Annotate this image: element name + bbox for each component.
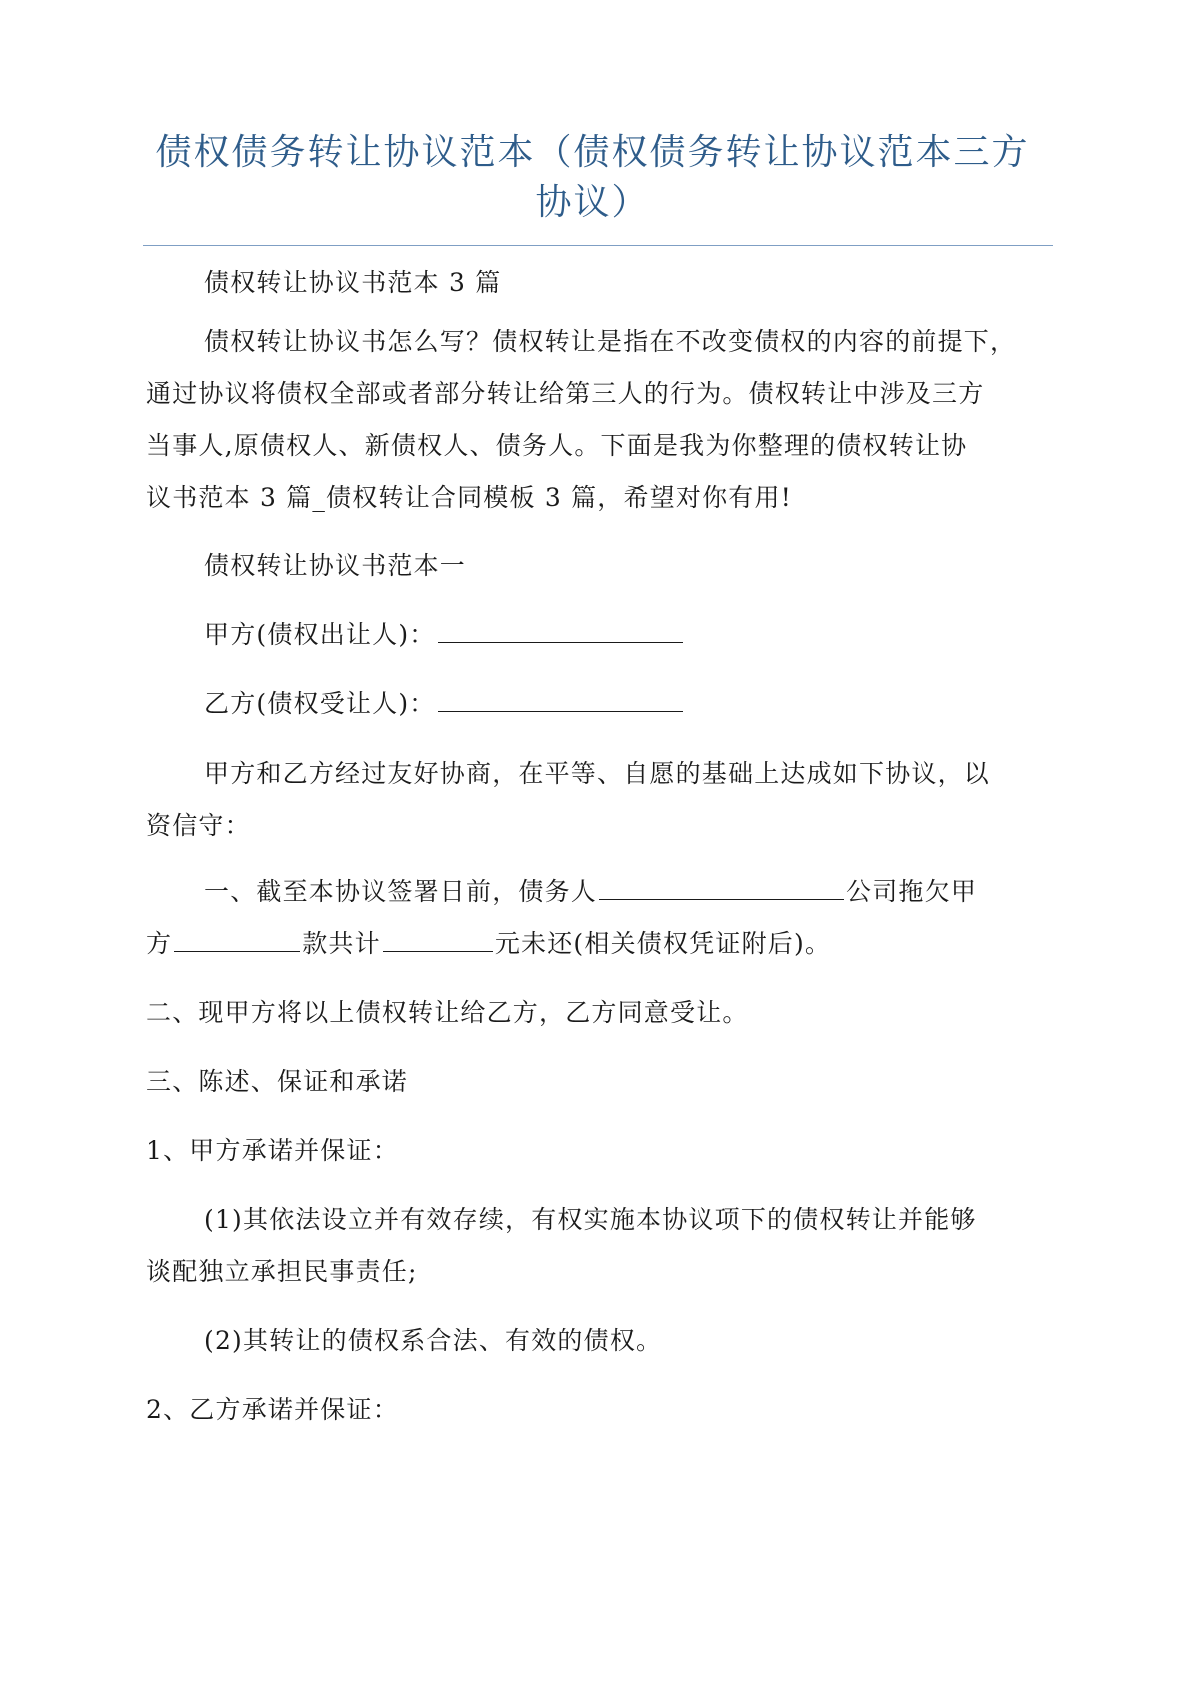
clause-2: 二、现甲方将以上债权转让给乙方，乙方同意受让。: [146, 998, 749, 1027]
amount-blank: [383, 923, 493, 952]
clause-1-line-2: [146, 919, 831, 969]
debtor-blank: [599, 871, 844, 900]
agreement-line-1: 甲方和乙方经过友好协商，在平等、自愿的基础上达成如下协议，以: [204, 759, 991, 788]
party-b-label: 乙方(债权受让人)：: [204, 689, 436, 718]
agreement-line-2: 资信守：: [146, 811, 251, 840]
item-1-heading: 1、甲方承诺并保证：: [146, 1136, 399, 1165]
clause-1-part-5: 元未还(相关债权凭证附后)。: [494, 929, 832, 958]
clause-3-heading: 三、陈述、保证和承诺: [146, 1067, 409, 1096]
subtitle: 债权转让协议书范本 3 篇: [204, 268, 502, 297]
item-1-sub-2: (2)其转让的债权系合法、有效的债权。: [204, 1326, 663, 1355]
clause-1-part-2: 公司拖欠甲: [846, 877, 978, 906]
section-heading: 债权转让协议书范本一: [204, 551, 467, 580]
intro-line-4: 议书范本 3 篇_债权转让合同模板 3 篇，希望对你有用!: [146, 483, 792, 512]
clause-1-part-4: 款共计: [302, 929, 381, 958]
party-a-line: [204, 610, 685, 660]
intro-line-3: 当事人,原债权人、新债权人、债务人。下面是我为你整理的债权转让协: [146, 431, 968, 460]
party-a-label: 甲方(债权出让人)：: [204, 620, 436, 649]
party-b-blank: [438, 683, 683, 712]
clause-1-part-3: 方: [146, 929, 173, 958]
title-divider: [143, 245, 1053, 246]
party-b-line: [204, 679, 685, 729]
intro-line-1: 债权转让协议书怎么写？债权转让是指在不改变债权的内容的前提下，: [204, 327, 1017, 356]
clause-1-line-1: [204, 867, 977, 917]
item-2-heading: 2、乙方承诺并保证：: [146, 1395, 399, 1424]
debt-type-blank: [174, 923, 300, 952]
party-a-blank: [438, 614, 683, 643]
document-title: 债权债务转让协议范本（债权债务转让协议范本三方协议）: [155, 132, 1030, 223]
item-1-sub-1-line-2: 谈配独立承担民事责任;: [146, 1257, 418, 1286]
intro-line-2: 通过协议将债权全部或者部分转让给第三人的行为。债权转让中涉及三方: [146, 379, 985, 408]
clause-1-part-1: 一、截至本协议签署日前，债务人: [204, 877, 598, 906]
item-1-sub-1-line-1: (1)其依法设立并有效存续，有权实施本协议项下的债权转让并能够: [204, 1205, 977, 1234]
